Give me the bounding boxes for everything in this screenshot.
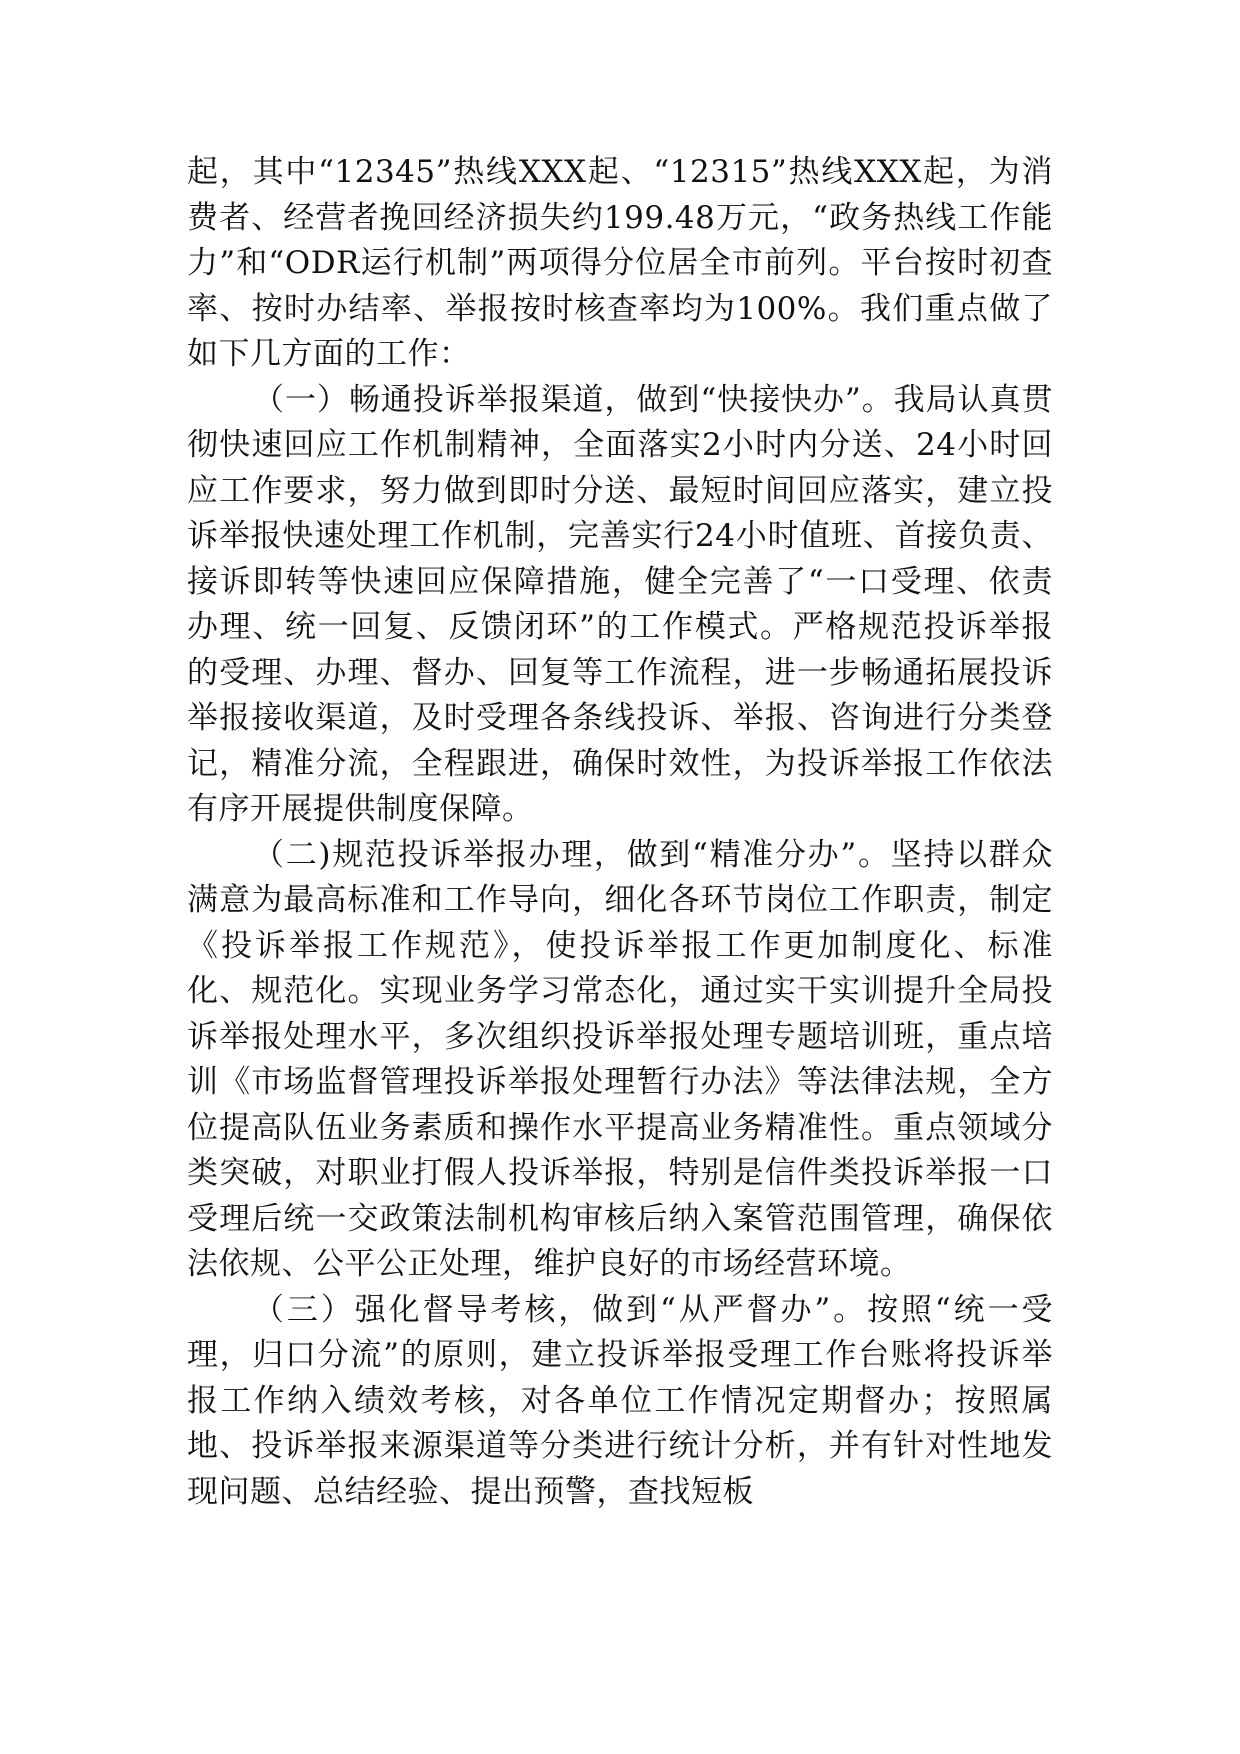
paragraph-section-3: （三）强化督导考核，做到“从严督办”。按照“统一受理，归口分流”的原则，建立投诉举报受理工作台账将投诉举报工作纳入绩效考核，对各单位工作情况定期督办；按照属地、投诉举报来源渠道等分类进行统计分析，并有针对性地发现问题、总结经验、提出预警，查找短板 — [187, 1291, 1053, 1510]
document-body — [187, 150, 1053, 1515]
paragraph-section-2: （二)规范投诉举报办理，做到“精准分办”。坚持以群众满意为最高标准和工作导向，细化各环节岗位工作职责，制定《投诉举报工作规范》，使投诉举报工作更加制度化、标准化、规范化。实现业务学习常态化，通过实干实训提升全局投诉举报处理水平，多次组织投诉举报处理专题培训班，重点培训《市场监督管理投诉举报处理暂行办法》等法律法规，全方位提高队伍业务素质和操作水平提高业务精准性。重点领域分类突破，对职业打假人投诉举报，特别是信件类投诉举报一口受理后统一交政策法制机构审核后纳入案管范围管理，确保依法依规、公平公正处理，维护良好的市场经营环境。 — [187, 836, 1053, 1282]
paragraph-summary: 起，其中“12345”热线XXX起、“12315”热线XXX起，为消费者、经营者挽回经济损失约199.48万元，“政务热线工作能力”和“ODR运行机制”两项得分位居全市前列。平台按时初查率、按时办结率、举报按时核查率均为100%。我们重点做了如下几方面的工作： — [187, 154, 1053, 372]
paragraph-section-1: （一）畅通投诉举报渠道，做到“快接快办”。我局认真贯彻快速回应工作机制精神，全面落实2小时内分送、24小时回应工作要求，努力做到即时分送、最短时间回应落实，建立投诉举报快速处理工作机制，完善实行24小时值班、首接负责、接诉即转等快速回应保障措施，健全完善了“一口受理、依责办理、统一回复、反馈闭环”的工作模式。严格规范投诉举报的受理、办理、督办、回复等工作流程，进一步畅通拓展投诉举报接收渠道，及时受理各条线投诉、举报、咨询进行分类登记，精准分流，全程跟进，确保时效性，为投诉举报工作依法有序开展提供制度保障。 — [187, 381, 1053, 827]
